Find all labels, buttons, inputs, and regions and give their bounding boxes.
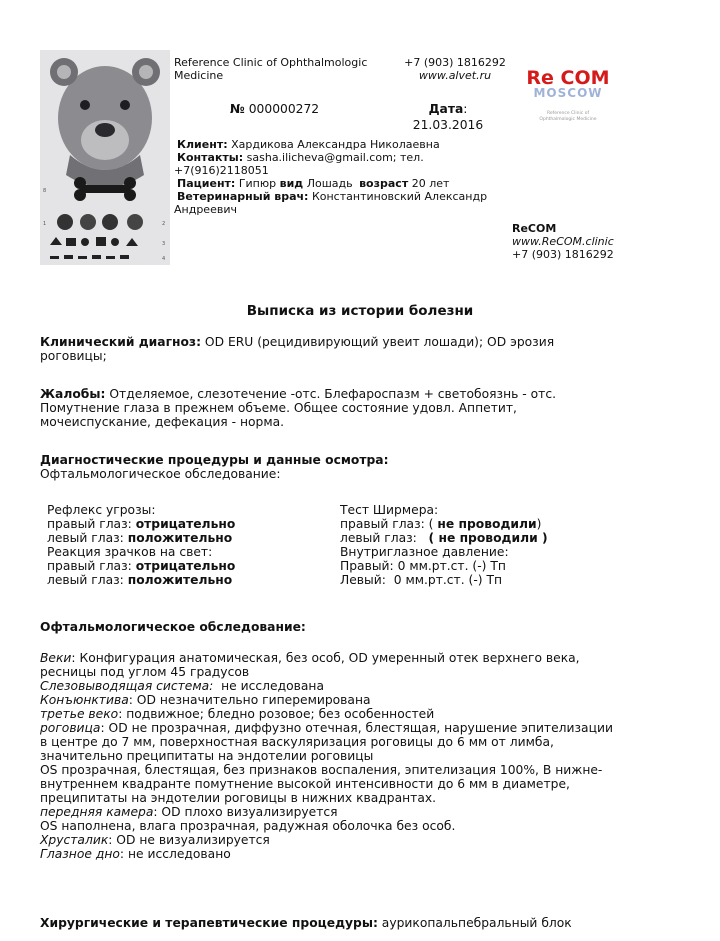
vet-row [174,190,509,203]
document-number [230,102,380,116]
client-label: Клиент: [177,138,228,151]
species-label: вид [279,177,304,190]
complaints-label: Жалобы: [40,387,106,401]
schirmer-left-label: левый глаз: [340,531,429,545]
client-value: Хардикова Александра Николаевна [231,138,440,151]
pupil-right-value: отрицательно [135,559,236,573]
right-eye-label: правый глаз: [47,517,136,531]
chart-letter: 3 [162,241,166,247]
iop-left-value: Левый: 0 мм.рт.ст. (-) Тп [340,573,503,587]
left-eye-label: левый глаз: [47,531,128,545]
fundus-text: : не исследовано [119,847,231,861]
client-info [174,138,509,216]
ophthalmo-title: Офтальмологическое обследование: [40,620,306,634]
clinic-name-line: Reference Clinic of Ophthalmologic [174,56,368,69]
recom-logo-caption-line: Reference Clinic of [546,111,590,116]
recom-site[interactable]: www.ReCOM.clinic [512,235,614,248]
clinic-contacts [400,56,510,82]
cornea-text-cont: в центре до 7 мм, поверхностная васкуляризация роговицы до 6 мм от лимба, [40,735,554,749]
contacts-phone: +7(916)2118051 [174,164,269,177]
species-value: Лошадь [306,177,353,190]
client-row [174,138,509,151]
diagnosis-text: OD ERU (рецидивирующий увеит лошади); OD эрозия [201,335,555,349]
schirmer-right-close: ) [536,517,542,531]
diagnosis-text-cont: роговицы; [40,349,107,363]
clinic-name-line: Medicine [174,69,224,82]
cornea-text-cont: значительно преципитаты на эндотелии роговицы [40,749,374,763]
conjunctiva-label: Конъюнктива [40,693,129,707]
schirmer-left-value: ( не проводили ) [428,531,548,545]
vet-label: Ветеринарный врач: [177,190,309,203]
threat-right-value: отрицательно [135,517,236,531]
bear-icon [40,50,170,265]
diagnostics-section [40,453,690,481]
patient-value: Гипюр [238,177,277,190]
clinic-website[interactable]: www.alvet.ru [418,69,492,82]
cornea-label: роговица [40,721,101,735]
contacts-row [174,151,509,164]
fundus-label: Глазное дно [40,847,120,861]
patient-label: Пациент: [177,177,236,190]
procedures-text: аурикопальпебральный блок [377,916,572,930]
complaints-text-cont: мочеиспускание, дефекация - норма. [40,415,285,429]
contacts-value: sasha.ilicheva@gmail.com; тел. [246,151,424,164]
iop-title: Внутриглазное давление: [340,545,509,559]
clinic-phone: +7 (903) 1816292 [404,56,506,69]
tear-system-text: не исследована [213,679,324,693]
document-date [398,102,498,132]
recom-logo [516,65,620,135]
complaints-section [40,387,690,429]
recom-logo-subtext: MOSCOW [533,88,603,97]
threat-left-value: положительно [127,531,233,545]
recom-logo-caption-line: Ophthalmologic Medicine [539,117,597,122]
chart-letter: 4 [162,256,166,262]
recom-name: ReCOM [512,222,557,235]
diagnostics-left-column [47,503,327,587]
procedures-section [40,916,700,930]
chart-letter: 2 [162,221,166,227]
date-colon: : [463,102,468,116]
anterior-chamber-label: передняя камера [40,805,154,819]
cornea-text: : OD не прозрачная, диффузно отечная, блестящая, нарушение эпителизации [100,721,613,735]
complaints-text-cont: Помутнение глаза в прежнем объеме. Общее состояние удовл. Аппетит, [40,401,517,415]
lids-text-cont: ресницы под углом 45 градусов [40,665,250,679]
cornea-os-text-cont: преципитаты на эндотелии роговицы в нижних квадрантах. [40,791,437,805]
third-eyelid-text: : подвижное; бледно розовое; без особенностей [118,707,435,721]
conjunctiva-text: : OD незначительно гиперемирована [128,693,371,707]
tear-system-label: Слезовыводящая система: [40,679,214,693]
recom-phone: +7 (903) 1816292 [512,248,614,261]
complaints-text: Отделяемое, слезотечение -отс. Блефароспазм + светобоязнь - отс. [105,387,556,401]
document-number-label: № [230,102,245,116]
lens-label: Хрусталик [40,833,109,847]
pupil-reaction-title: Реакция зрачков на свет: [47,545,213,559]
date-label: Дата [428,102,464,116]
diagnosis-label: Клинический диагноз: [40,335,201,349]
clinic-name [174,56,399,82]
schirmer-right-label: правый глаз: ( [340,517,438,531]
lens-text: : OD не визуализируется [108,833,270,847]
diagnosis-section [40,335,690,363]
vet-value-cont: Андреевич [174,203,237,216]
threat-reflex-title: Рефлекс угрозы: [47,503,156,517]
cornea-os-text: OS прозрачная, блестящая, без признаков воспаления, эпителизация 100%, В нижне- [40,763,603,777]
chart-letter: 8 [43,188,47,194]
clinic-emblem-image [40,50,170,265]
recom-contacts [512,222,652,261]
recom-logo-caption [516,111,620,123]
anterior-chamber-text: : OD плохо визуализируется [153,805,338,819]
document-title: Выписка из истории болезни [246,303,474,319]
cornea-os-text-cont: внутреннем квадранте помутнение высокой интенсивности до 6 мм в диаметре, [40,777,570,791]
ophthalmo-section [40,620,700,861]
age-value: 20 лет [411,177,450,190]
diagnostics-subtitle: Офтальмологическое обследование: [40,467,281,481]
left-eye-label: левый глаз: [47,573,128,587]
diagnostics-label: Диагностические процедуры и данные осмотра: [40,453,389,467]
date-value: 21.03.2016 [412,118,484,132]
lids-label: Веки [40,651,72,665]
diagnostics-right-column [340,503,640,587]
third-eyelid-label: третье веко [40,707,119,721]
schirmer-title: Тест Ширмера: [340,503,439,517]
chart-letter: 1 [43,221,47,227]
right-eye-label: правый глаз: [47,559,136,573]
document-number-value: 000000272 [248,102,320,116]
age-label: возраст [359,177,409,190]
pupil-left-value: положительно [127,573,233,587]
schirmer-right-value: не проводили [437,517,537,531]
vet-value: Константиновский Александр [311,190,488,203]
patient-row [174,177,509,190]
contacts-label: Контакты: [177,151,244,164]
lids-text: : Конфигурация анатомическая, без особ, OD умеренный отек верхнего века, [71,651,580,665]
iop-right-value: Правый: 0 мм.рт.ст. (-) Тп [340,559,506,573]
recom-logo-text: Re COM [526,67,610,89]
anterior-chamber-os-text: OS наполнена, влага прозрачная, радужная оболочка без особ. [40,819,456,833]
procedures-label: Хирургические и терапевтические процедуры: [40,916,378,930]
